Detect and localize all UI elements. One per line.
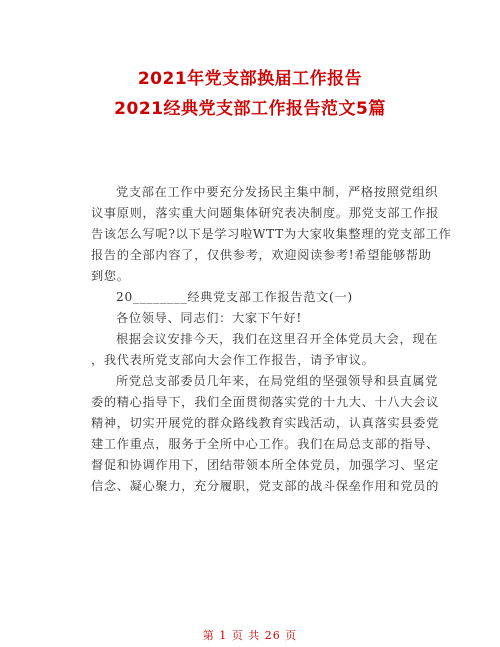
document-title: 2021年党支部换届工作报告 <box>137 69 363 89</box>
document-body <box>91 182 452 497</box>
page-number-footer: 第 1 页 共 26 页 <box>202 629 298 642</box>
body-text-line: 所党总支部委员几年来，在局党组的坚强领导和县直属党 <box>116 374 439 388</box>
document-subtitle: 2021经典党支部工作报告范文5篇 <box>114 99 386 119</box>
body-text-line: 议事原则，落实重大问题集体研究表决制度。那党支部工作报 <box>91 206 439 220</box>
body-text-line: 20________经典党支部工作报告范文(一) <box>116 290 353 304</box>
body-text-line: 到您。 <box>91 269 130 283</box>
body-text-line: 报告的全部内容了，仅供参考，欢迎阅读参考!希望能够帮助 <box>91 248 432 262</box>
body-text-line: 各位领导、同志们：大家下午好! <box>116 311 303 325</box>
body-text-line: 委的精心指导下，我们全面贯彻落实党的十九大、十八大会议 <box>91 395 439 409</box>
body-text-line: 督促和协调作用下，团结带领本所全体党员，加强学习、坚定 <box>91 458 439 472</box>
body-text-line: 根据会议安排今天，我们在这里召开全体党员大会，现在 <box>116 332 439 346</box>
body-text-line: 告该怎么写呢?以下是学习啦WTT为大家收集整理的党支部工作 <box>91 227 452 241</box>
body-text-line: 党支部在工作中要充分发扬民主集中制，严格按照党组织 <box>116 185 439 199</box>
body-text-line: 精神，切实开展党的群众路线教育实践活动，认真落实县委党 <box>91 416 439 430</box>
body-text-line: ，我代表所党支部向大会作工作报告，请予审议。 <box>91 353 375 367</box>
body-text-line: 建工作重点，服务于全所中心工作。我们在局总支部的指导、 <box>91 437 439 451</box>
body-text-line: 信念、凝心聚力，充分履职，党支部的战斗保垒作用和党员的 <box>91 479 439 493</box>
